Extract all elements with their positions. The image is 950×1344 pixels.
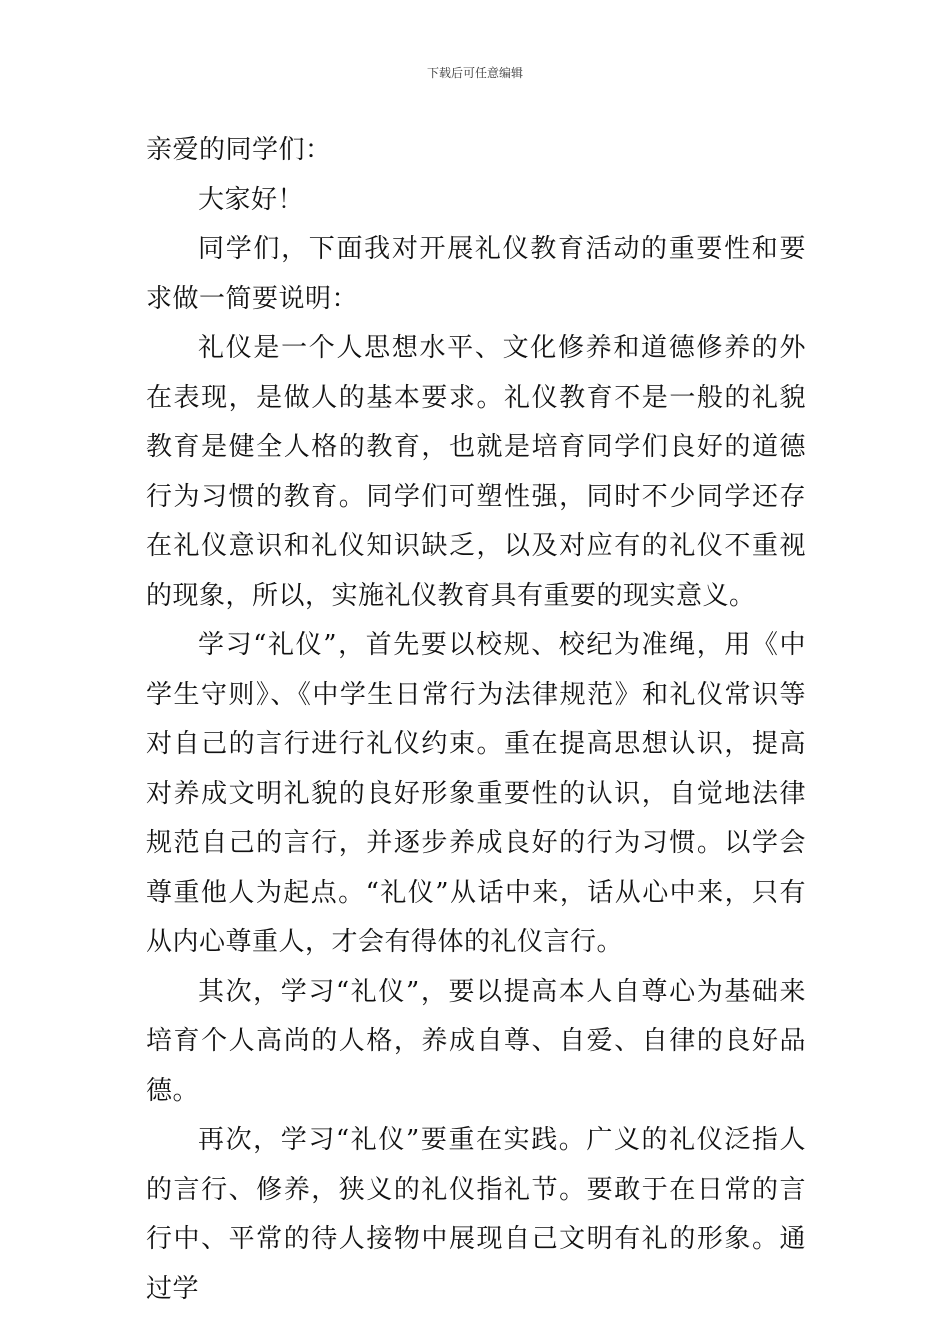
document-body — [146, 126, 806, 1314]
greeting: 亲爱的同学们： — [146, 135, 332, 165]
paragraph-first: 学习“礼仪”，首先要以校规、校纪为准绳，用《中学生守则》、《中学生日常行为法律规范》和礼仪常识等对自己的言行进行礼仪约束。重在提高思想认识，提高对养成文明礼貌的良好形象重要性的认识，自觉地法律规范自己的言行，并逐步养成良好的行为习惯。以学会尊重他人为起点。“礼仪”从话中来，话从心中来，只有从内心尊重人，才会有得体的礼仪言行。 — [146, 630, 806, 957]
paragraph-third: 再次，学习“礼仪”要重在实践。广义的礼仪泛指人的言行、修养，狭义的礼仪指礼节。要敢于在日常的言行中、平常的待人接物中展现自己文明有礼的形象。通过学 — [146, 1125, 806, 1304]
paragraph-salutation: 大家好！ — [198, 184, 305, 215]
paragraph-importance: 礼仪是一个人思想水平、文化修养和道德修养的外在表现，是做人的基本要求。礼仪教育不是一般的礼貌教育是健全人格的教育，也就是培育同学们良好的道德行为习惯的教育。同学们可塑性强，同时不少同学还存在礼仪意识和礼仪知识缺乏，以及对应有的礼仪不重视的现象，所以，实施礼仪教育具有重要的现实意义。 — [146, 333, 806, 611]
paragraph-second: 其次，学习“礼仪”，要以提高本人自尊心为基础来培育个人高尚的人格，养成自尊、自爱、自律的良好品德。 — [146, 976, 806, 1106]
paragraph-intro: 同学们，下面我对开展礼仪教育活动的重要性和要求做一简要说明： — [146, 234, 806, 314]
page-header: 下载后可任意编辑 — [426, 66, 523, 80]
